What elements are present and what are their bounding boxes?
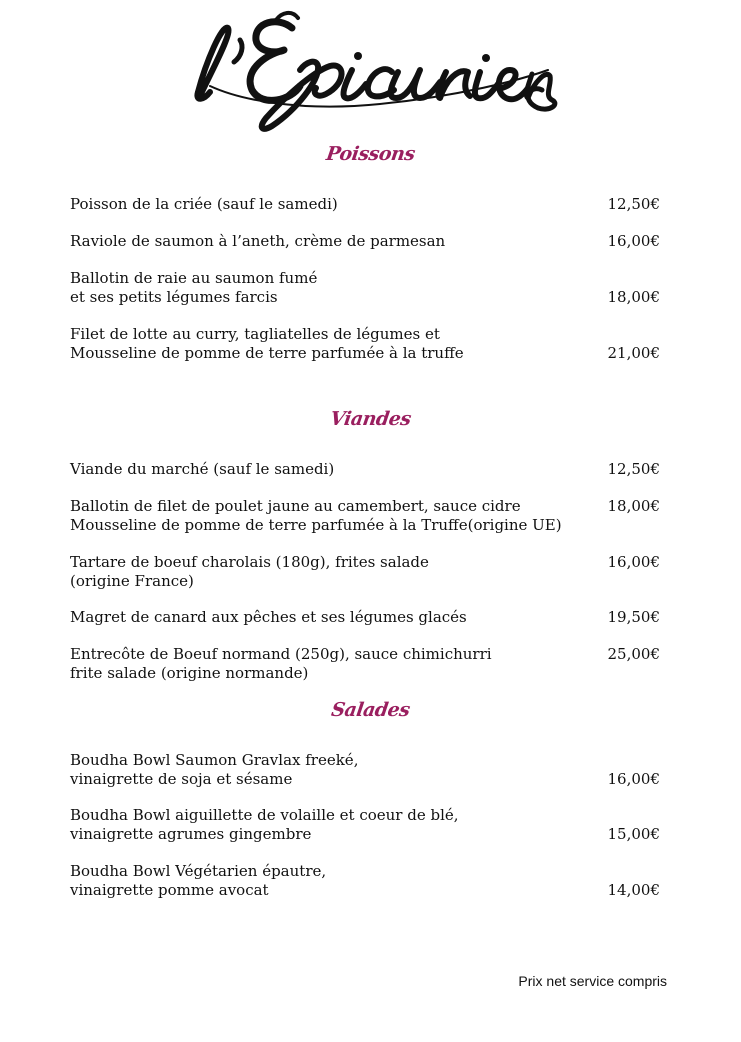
item-price: 16,00€ xyxy=(607,770,660,788)
item-name-line: Ballotin de raie au saumon fumé xyxy=(70,269,318,287)
item-name-line: Tartare de boeuf charolais (180g), frites salade xyxy=(70,553,429,571)
menu-item xyxy=(70,862,660,902)
item-name-line: vinaigrette agrumes gingembre xyxy=(70,825,312,843)
item-price: 18,00€ xyxy=(607,288,660,306)
item-price: 21,00€ xyxy=(607,344,660,362)
item-name-line: Poisson de la criée (sauf le samedi) xyxy=(70,195,338,213)
restaurant-logo xyxy=(0,0,741,140)
item-price: 15,00€ xyxy=(607,825,660,843)
menu-item xyxy=(70,232,660,272)
menu-item xyxy=(70,645,660,685)
item-name-line: vinaigrette pomme avocat xyxy=(70,881,269,899)
item-price: 12,50€ xyxy=(607,460,660,478)
section-title-salades: Salades xyxy=(329,699,412,721)
item-name-line: frite salade (origine normande) xyxy=(70,664,309,682)
item-price: 25,00€ xyxy=(607,645,660,663)
logo-script-wordmark xyxy=(0,0,741,140)
menu-item xyxy=(70,806,660,846)
item-name-line: Boudha Bowl Saumon Gravlax freeké, xyxy=(70,751,359,769)
item-name-line: Magret de canard aux pêches et ses légumes glacés xyxy=(70,608,467,626)
item-name-line: Viande du marché (sauf le samedi) xyxy=(70,460,335,478)
item-name-line: Mousseline de pomme de terre parfumée à la Truffe(origine UE) xyxy=(70,516,562,534)
item-name-line: Ballotin de filet de poulet jaune au camembert, sauce cidre xyxy=(70,497,521,515)
section-title-viandes: Viandes xyxy=(328,408,413,430)
item-name-line: et ses petits légumes farcis xyxy=(70,288,278,306)
item-name-line: Boudha Bowl aiguillette de volaille et coeur de blé, xyxy=(70,806,459,824)
item-name-line: Boudha Bowl Végétarien épautre, xyxy=(70,862,327,880)
menu-item xyxy=(70,751,660,791)
item-name-line: Filet de lotte au curry, tagliatelles de légumes et xyxy=(70,325,440,343)
item-name-line: Raviole de saumon à l’aneth, crème de parmesan xyxy=(70,232,446,250)
menu-item xyxy=(70,553,660,593)
item-name-line: vinaigrette de soja et sésame xyxy=(70,770,293,788)
section-title-poissons: Poissons xyxy=(324,143,417,165)
item-price: 12,50€ xyxy=(607,195,660,213)
menu-item xyxy=(70,195,660,235)
item-name-line: (origine France) xyxy=(70,572,194,590)
item-price: 14,00€ xyxy=(607,881,660,899)
item-price: 16,00€ xyxy=(607,553,660,571)
menu-item xyxy=(70,460,660,500)
item-price: 18,00€ xyxy=(607,497,660,515)
menu-item xyxy=(70,608,660,648)
item-name-line: Entrecôte de Boeuf normand (250g), sauce chimichurri xyxy=(70,645,492,663)
menu-item xyxy=(70,497,660,537)
item-name-line: Mousseline de pomme de terre parfumée à la truffe xyxy=(70,344,464,362)
menu-item xyxy=(70,325,660,365)
price-note: Prix net service compris xyxy=(518,973,667,989)
item-price: 19,50€ xyxy=(607,608,660,626)
menu-item xyxy=(70,269,660,309)
item-price: 16,00€ xyxy=(607,232,660,250)
